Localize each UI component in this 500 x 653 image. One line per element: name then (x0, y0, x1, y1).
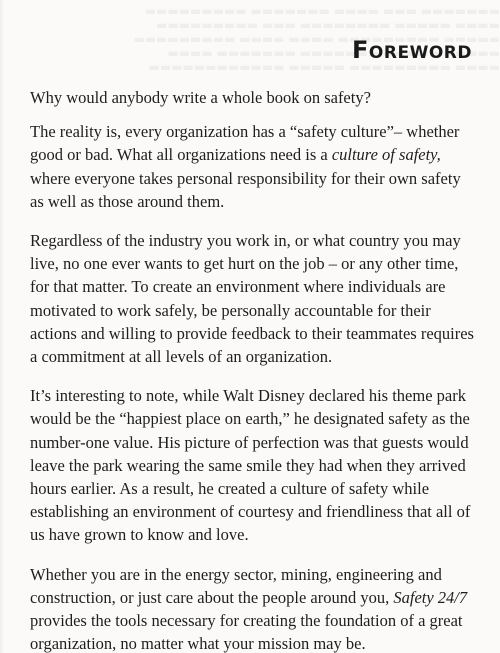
page-edge-shadow (0, 0, 4, 653)
paragraph-3: Regardless of the industry you work in, or what country you may live, no one ever wants to get hurt on the job – or any other time, for that matter. To create an environment where individuals are motivated to work safely, be personally accountable for their actions and willing to provide feedback to their teammates requires a commitment at all levels of an organization. (30, 231, 474, 367)
paragraph-5 (30, 563, 476, 653)
paragraph-2 (30, 120, 476, 213)
page-heading: Foreword (352, 36, 472, 64)
paragraph-5-book-title: Safety 24/7 (393, 587, 468, 607)
paragraph-2-emphasis: culture of safety, (331, 145, 441, 165)
paragraph-5-tail: provides the tools necessary for creating the foundation of a great organization, no matter what your mission may be. (30, 611, 463, 653)
paragraph-1: Why would anybody write a whole book on safety? (30, 88, 371, 107)
foreword-body (30, 86, 476, 653)
paragraph-5-lead: Whether you are in the energy sector, mining, engineering and construction, or just care about the people around you, (30, 564, 442, 607)
paragraph-4: It’s interesting to note, while Walt Disney declared his theme park would be the “happiest place on earth,” he designated safety as the number-one value. His picture of perfection was that guests would leave the park wearing the same smile they had when they arrived hours earlier. As a result, he created a culture of safety while establishing an environment of courtesy and friendliness that all of us have grown to know and love. (30, 386, 471, 545)
paragraph-2-tail: where everyone takes personal responsibility for their own safety as well as those around them. (30, 168, 461, 211)
paragraph-2-lead: The reality is, every organization has a “safety culture”– whether good or bad. What all organizations need is a (30, 122, 460, 165)
